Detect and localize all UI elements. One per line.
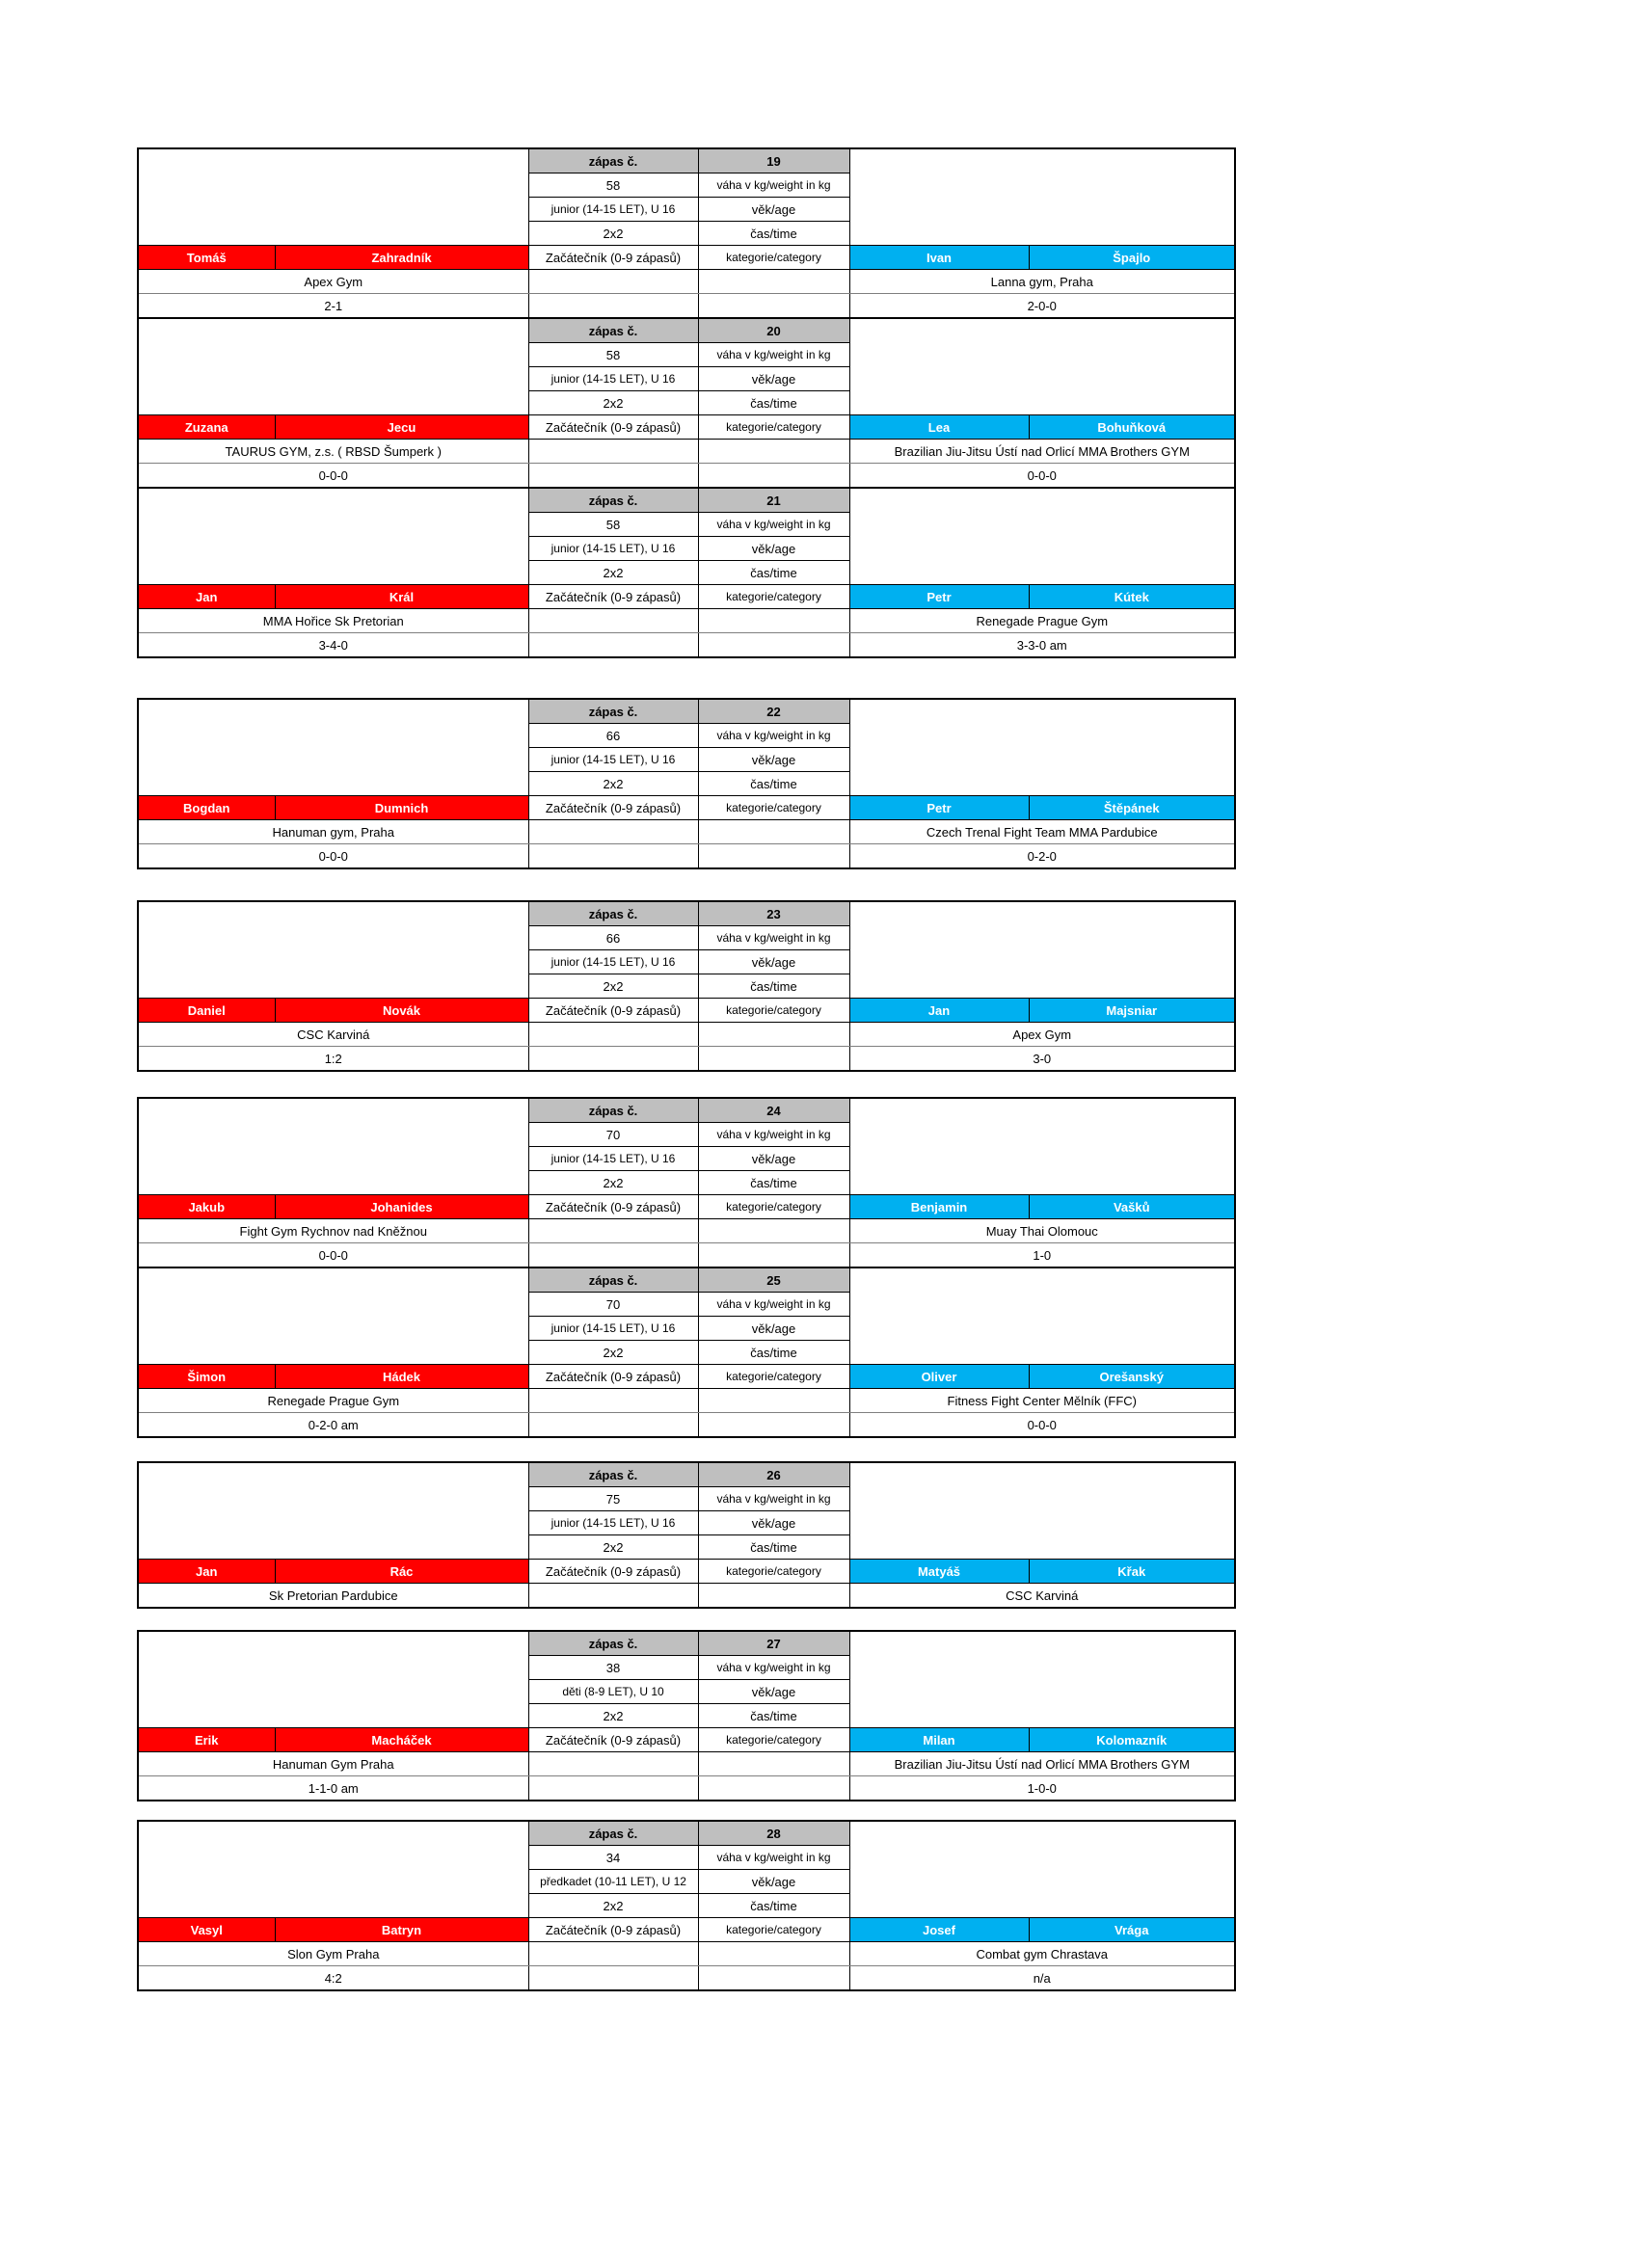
category-value: Začátečník (0-9 zápasů) bbox=[528, 999, 698, 1023]
red-fighter-first-name: Jan bbox=[138, 1560, 275, 1584]
blue-fighter-record: n/a bbox=[1033, 1970, 1051, 1986]
match-number-value: 20 bbox=[698, 318, 849, 343]
red-fighter-last-name: Jecu bbox=[275, 415, 528, 440]
blue-fighter-last-name: Orešanský bbox=[1029, 1365, 1235, 1389]
match-number-row bbox=[138, 148, 1235, 173]
center-empty-cell bbox=[698, 844, 849, 869]
age-label: věk/age bbox=[698, 198, 849, 222]
weight-label: váha v kg/weight in kg bbox=[698, 1293, 849, 1317]
blue-fighter-last-name: Křak bbox=[1029, 1560, 1235, 1584]
record-row bbox=[138, 1413, 1235, 1438]
red-fighter-record: 0-0-0 bbox=[318, 467, 348, 483]
blue-fighter-last-name: Vašků bbox=[1029, 1195, 1235, 1219]
blue-fighter-last-name: Vrága bbox=[1029, 1918, 1235, 1942]
red-fighter-record: 0-0-0 bbox=[318, 848, 348, 864]
center-empty-cell bbox=[698, 1584, 849, 1609]
red-fighter-first-name: Daniel bbox=[138, 999, 275, 1023]
weight-value: 58 bbox=[528, 343, 698, 367]
age-value: junior (14-15 LET), U 16 bbox=[528, 1147, 698, 1171]
blue-corner-empty-area bbox=[849, 901, 1235, 999]
red-corner-empty-area bbox=[138, 488, 528, 585]
time-value: 2x2 bbox=[528, 1894, 698, 1918]
match-number-label: zápas č. bbox=[528, 901, 698, 926]
match-number-value: 24 bbox=[698, 1098, 849, 1123]
weight-value: 70 bbox=[528, 1123, 698, 1147]
match-block bbox=[137, 1267, 1236, 1438]
weight-label: váha v kg/weight in kg bbox=[698, 1123, 849, 1147]
blue-fighter-gym: CSC Karviná bbox=[1006, 1588, 1079, 1603]
center-empty-cell bbox=[528, 1966, 698, 1991]
gym-row bbox=[138, 270, 1235, 294]
blue-fighter-gym: Renegade Prague Gym bbox=[849, 609, 1235, 633]
match-number-row bbox=[138, 318, 1235, 343]
match-block bbox=[137, 1097, 1236, 1268]
red-fighter-last-name: Rác bbox=[275, 1560, 528, 1584]
center-empty-cell bbox=[698, 1023, 849, 1047]
age-value: junior (14-15 LET), U 16 bbox=[528, 748, 698, 772]
time-label: čas/time bbox=[698, 1894, 849, 1918]
match-group bbox=[137, 1820, 1234, 1991]
age-label: věk/age bbox=[698, 1317, 849, 1341]
blue-fighter-gym: Brazilian Jiu-Jitsu Ústí nad Orlicí MMA Brothers GYM bbox=[849, 440, 1235, 464]
category-value: Začátečník (0-9 zápasů) bbox=[528, 1728, 698, 1752]
red-fighter-first-name: Jakub bbox=[138, 1195, 275, 1219]
weight-label: váha v kg/weight in kg bbox=[698, 724, 849, 748]
center-empty-cell bbox=[698, 1243, 849, 1268]
gym-row bbox=[138, 1942, 1235, 1966]
time-value: 2x2 bbox=[528, 1535, 698, 1560]
red-fighter-gym: Apex Gym bbox=[138, 270, 528, 294]
red-fighter-last-name: Dumnich bbox=[275, 796, 528, 820]
record-row bbox=[138, 1047, 1235, 1072]
match-number-value: 19 bbox=[698, 148, 849, 173]
gym-row bbox=[138, 1584, 1235, 1609]
age-label: věk/age bbox=[698, 748, 849, 772]
red-fighter-record: 4:2 bbox=[324, 1970, 342, 1986]
age-value: děti (8-9 LET), U 10 bbox=[528, 1680, 698, 1704]
blue-corner-empty-area bbox=[849, 1267, 1235, 1365]
red-fighter-gym: Sk Pretorian Pardubice bbox=[268, 1588, 398, 1603]
match-number-row bbox=[138, 1267, 1235, 1293]
blue-fighter-last-name: Špajlo bbox=[1029, 246, 1235, 270]
blue-fighter-first-name: Milan bbox=[849, 1728, 1029, 1752]
blue-corner-empty-area bbox=[849, 1821, 1235, 1918]
category-value: Začátečník (0-9 zápasů) bbox=[528, 1365, 698, 1389]
fighter-names-row bbox=[138, 585, 1235, 609]
blue-fighter-record: 3-0 bbox=[1033, 1051, 1052, 1066]
gym-row bbox=[138, 609, 1235, 633]
red-fighter-first-name: Erik bbox=[138, 1728, 275, 1752]
center-empty-cell bbox=[528, 1584, 698, 1609]
match-number-value: 23 bbox=[698, 901, 849, 926]
red-corner-empty-area bbox=[138, 318, 528, 415]
center-empty-cell bbox=[528, 609, 698, 633]
fighter-names-row bbox=[138, 1560, 1235, 1584]
center-empty-cell bbox=[698, 270, 849, 294]
category-label: kategorie/category bbox=[698, 1195, 849, 1219]
red-fighter-record: 1:2 bbox=[324, 1051, 342, 1066]
red-fighter-last-name: Macháček bbox=[275, 1728, 528, 1752]
blue-fighter-first-name: Ivan bbox=[849, 246, 1029, 270]
blue-fighter-last-name: Bohuňková bbox=[1029, 415, 1235, 440]
red-fighter-gym: Fight Gym Rychnov nad Kněžnou bbox=[138, 1219, 528, 1243]
match-number-value: 26 bbox=[698, 1462, 849, 1487]
red-fighter-first-name: Zuzana bbox=[138, 415, 275, 440]
time-value: 2x2 bbox=[528, 391, 698, 415]
match-group bbox=[137, 698, 1234, 869]
match-number-row bbox=[138, 1098, 1235, 1123]
match-block bbox=[137, 698, 1236, 869]
age-value: junior (14-15 LET), U 16 bbox=[528, 198, 698, 222]
blue-fighter-first-name: Petr bbox=[849, 585, 1029, 609]
center-empty-cell bbox=[698, 633, 849, 658]
gym-row bbox=[138, 820, 1235, 844]
age-label: věk/age bbox=[698, 367, 849, 391]
red-fighter-gym: Hanuman gym, Praha bbox=[138, 820, 528, 844]
record-row bbox=[138, 1966, 1235, 1991]
red-fighter-gym: CSC Karviná bbox=[138, 1023, 528, 1047]
fighter-names-row bbox=[138, 999, 1235, 1023]
blue-fighter-record: 0-2-0 bbox=[1027, 848, 1057, 864]
match-number-value: 27 bbox=[698, 1631, 849, 1656]
category-label: kategorie/category bbox=[698, 1560, 849, 1584]
blue-fighter-gym: Lanna gym, Praha bbox=[849, 270, 1235, 294]
match-group bbox=[137, 1097, 1234, 1438]
center-empty-cell bbox=[698, 1752, 849, 1776]
red-fighter-last-name: Zahradník bbox=[275, 246, 528, 270]
center-empty-cell bbox=[698, 1966, 849, 1991]
blue-fighter-gym: Apex Gym bbox=[849, 1023, 1235, 1047]
red-fighter-gym: Renegade Prague Gym bbox=[138, 1389, 528, 1413]
category-value: Začátečník (0-9 zápasů) bbox=[528, 1560, 698, 1584]
center-empty-cell bbox=[528, 1219, 698, 1243]
age-value: junior (14-15 LET), U 16 bbox=[528, 1511, 698, 1535]
record-row bbox=[138, 633, 1235, 658]
center-empty-cell bbox=[528, 1047, 698, 1072]
blue-fighter-last-name: Kolomazník bbox=[1029, 1728, 1235, 1752]
red-fighter-record: 1-1-0 am bbox=[308, 1780, 359, 1796]
match-number-label: zápas č. bbox=[528, 1462, 698, 1487]
fighter-names-row bbox=[138, 1918, 1235, 1942]
time-label: čas/time bbox=[698, 1171, 849, 1195]
red-fighter-first-name: Vasyl bbox=[138, 1918, 275, 1942]
blue-fighter-record: 2-0-0 bbox=[1027, 298, 1057, 313]
red-fighter-record: 0-2-0 am bbox=[308, 1417, 359, 1432]
weight-value: 34 bbox=[528, 1846, 698, 1870]
time-label: čas/time bbox=[698, 391, 849, 415]
center-empty-cell bbox=[698, 1413, 849, 1438]
blue-fighter-first-name: Petr bbox=[849, 796, 1029, 820]
blue-fighter-first-name: Benjamin bbox=[849, 1195, 1029, 1219]
red-fighter-first-name: Šimon bbox=[138, 1365, 275, 1389]
red-corner-empty-area bbox=[138, 148, 528, 246]
match-number-row bbox=[138, 488, 1235, 513]
time-label: čas/time bbox=[698, 772, 849, 796]
center-empty-cell bbox=[698, 294, 849, 319]
blue-fighter-last-name: Kútek bbox=[1029, 585, 1235, 609]
red-fighter-last-name: Hádek bbox=[275, 1365, 528, 1389]
match-number-label: zápas č. bbox=[528, 1821, 698, 1846]
record-row bbox=[138, 464, 1235, 489]
red-fighter-last-name: Batryn bbox=[275, 1918, 528, 1942]
red-fighter-gym: MMA Hořice Sk Pretorian bbox=[138, 609, 528, 633]
match-number-value: 22 bbox=[698, 699, 849, 724]
blue-corner-empty-area bbox=[849, 699, 1235, 796]
red-fighter-record: 3-4-0 bbox=[318, 637, 348, 653]
category-label: kategorie/category bbox=[698, 1365, 849, 1389]
center-empty-cell bbox=[698, 1389, 849, 1413]
match-number-row bbox=[138, 1462, 1235, 1487]
weight-value: 66 bbox=[528, 724, 698, 748]
blue-corner-empty-area bbox=[849, 1631, 1235, 1728]
time-value: 2x2 bbox=[528, 561, 698, 585]
red-fighter-first-name: Jan bbox=[138, 585, 275, 609]
match-number-row bbox=[138, 1821, 1235, 1846]
match-group bbox=[137, 147, 1234, 658]
category-label: kategorie/category bbox=[698, 246, 849, 270]
weight-value: 58 bbox=[528, 513, 698, 537]
center-empty-cell bbox=[698, 440, 849, 464]
age-label: věk/age bbox=[698, 1680, 849, 1704]
red-fighter-first-name: Tomáš bbox=[138, 246, 275, 270]
blue-fighter-first-name: Lea bbox=[849, 415, 1029, 440]
category-value: Začátečník (0-9 zápasů) bbox=[528, 246, 698, 270]
center-empty-cell bbox=[528, 294, 698, 319]
match-number-row bbox=[138, 699, 1235, 724]
category-label: kategorie/category bbox=[698, 796, 849, 820]
weight-label: váha v kg/weight in kg bbox=[698, 1487, 849, 1511]
age-label: věk/age bbox=[698, 537, 849, 561]
age-value: junior (14-15 LET), U 16 bbox=[528, 1317, 698, 1341]
blue-fighter-record: 1-0 bbox=[1033, 1247, 1052, 1263]
red-fighter-gym: Hanuman Gym Praha bbox=[138, 1752, 528, 1776]
time-label: čas/time bbox=[698, 974, 849, 999]
match-block bbox=[137, 487, 1236, 658]
center-empty-cell bbox=[698, 1942, 849, 1966]
blue-fighter-record: 0-0-0 bbox=[1027, 1417, 1057, 1432]
match-number-value: 28 bbox=[698, 1821, 849, 1846]
red-fighter-last-name: Novák bbox=[275, 999, 528, 1023]
category-value: Začátečník (0-9 zápasů) bbox=[528, 1918, 698, 1942]
age-value: junior (14-15 LET), U 16 bbox=[528, 950, 698, 974]
red-corner-empty-area bbox=[138, 1098, 528, 1195]
category-value: Začátečník (0-9 zápasů) bbox=[528, 415, 698, 440]
fighter-names-row bbox=[138, 246, 1235, 270]
red-corner-empty-area bbox=[138, 699, 528, 796]
blue-corner-empty-area bbox=[849, 1462, 1235, 1560]
center-empty-cell bbox=[698, 464, 849, 489]
category-value: Začátečník (0-9 zápasů) bbox=[528, 1195, 698, 1219]
blue-fighter-last-name: Majsniar bbox=[1029, 999, 1235, 1023]
weight-value: 66 bbox=[528, 926, 698, 950]
blue-fighter-first-name: Matyáš bbox=[849, 1560, 1029, 1584]
age-value: junior (14-15 LET), U 16 bbox=[528, 537, 698, 561]
age-value: předkadet (10-11 LET), U 12 bbox=[528, 1870, 698, 1894]
match-block bbox=[137, 1820, 1236, 1991]
fighter-names-row bbox=[138, 1195, 1235, 1219]
match-number-label: zápas č. bbox=[528, 699, 698, 724]
match-number-row bbox=[138, 901, 1235, 926]
center-empty-cell bbox=[528, 844, 698, 869]
weight-label: váha v kg/weight in kg bbox=[698, 1656, 849, 1680]
center-empty-cell bbox=[698, 820, 849, 844]
blue-fighter-gym: Muay Thai Olomouc bbox=[849, 1219, 1235, 1243]
match-block bbox=[137, 1461, 1236, 1609]
match-block bbox=[137, 900, 1236, 1072]
age-value: junior (14-15 LET), U 16 bbox=[528, 367, 698, 391]
fighter-names-row bbox=[138, 1365, 1235, 1389]
blue-fighter-gym: Brazilian Jiu-Jitsu Ústí nad Orlicí MMA Brothers GYM bbox=[849, 1752, 1235, 1776]
age-label: věk/age bbox=[698, 1147, 849, 1171]
time-value: 2x2 bbox=[528, 974, 698, 999]
center-empty-cell bbox=[528, 1776, 698, 1801]
gym-row bbox=[138, 1389, 1235, 1413]
time-label: čas/time bbox=[698, 561, 849, 585]
age-label: věk/age bbox=[698, 950, 849, 974]
weight-value: 70 bbox=[528, 1293, 698, 1317]
weight-label: váha v kg/weight in kg bbox=[698, 343, 849, 367]
blue-corner-empty-area bbox=[849, 318, 1235, 415]
blue-fighter-record: 3-3-0 am bbox=[1016, 637, 1067, 653]
fighter-names-row bbox=[138, 1728, 1235, 1752]
blue-fighter-gym: Czech Trenal Fight Team MMA Pardubice bbox=[849, 820, 1235, 844]
match-block bbox=[137, 1630, 1236, 1801]
record-row bbox=[138, 1243, 1235, 1268]
fight-card-sheet bbox=[0, 147, 1638, 2268]
center-empty-cell bbox=[528, 464, 698, 489]
match-number-value: 21 bbox=[698, 488, 849, 513]
center-empty-cell bbox=[528, 440, 698, 464]
gym-row bbox=[138, 1023, 1235, 1047]
match-block bbox=[137, 317, 1236, 489]
category-value: Začátečník (0-9 zápasů) bbox=[528, 796, 698, 820]
match-number-label: zápas č. bbox=[528, 1267, 698, 1293]
red-fighter-first-name: Bogdan bbox=[138, 796, 275, 820]
blue-corner-empty-area bbox=[849, 148, 1235, 246]
match-number-label: zápas č. bbox=[528, 488, 698, 513]
match-block bbox=[137, 147, 1236, 319]
category-label: kategorie/category bbox=[698, 1728, 849, 1752]
time-value: 2x2 bbox=[528, 1704, 698, 1728]
category-label: kategorie/category bbox=[698, 415, 849, 440]
center-empty-cell bbox=[528, 1023, 698, 1047]
match-number-label: zápas č. bbox=[528, 148, 698, 173]
age-label: věk/age bbox=[698, 1870, 849, 1894]
category-label: kategorie/category bbox=[698, 1918, 849, 1942]
red-fighter-record: 2-1 bbox=[324, 298, 343, 313]
center-empty-cell bbox=[528, 1942, 698, 1966]
center-empty-cell bbox=[698, 1776, 849, 1801]
blue-fighter-last-name: Štěpánek bbox=[1029, 796, 1235, 820]
center-empty-cell bbox=[528, 270, 698, 294]
category-value: Začátečník (0-9 zápasů) bbox=[528, 585, 698, 609]
weight-label: váha v kg/weight in kg bbox=[698, 173, 849, 198]
blue-fighter-record: 1-0-0 bbox=[1027, 1780, 1057, 1796]
red-corner-empty-area bbox=[138, 901, 528, 999]
center-empty-cell bbox=[698, 1047, 849, 1072]
category-label: kategorie/category bbox=[698, 585, 849, 609]
record-row bbox=[138, 844, 1235, 869]
time-value: 2x2 bbox=[528, 222, 698, 246]
weight-value: 38 bbox=[528, 1656, 698, 1680]
weight-label: váha v kg/weight in kg bbox=[698, 926, 849, 950]
blue-fighter-gym: Combat gym Chrastava bbox=[849, 1942, 1235, 1966]
match-number-label: zápas č. bbox=[528, 318, 698, 343]
gym-row bbox=[138, 1752, 1235, 1776]
blue-corner-empty-area bbox=[849, 488, 1235, 585]
record-row bbox=[138, 294, 1235, 319]
time-label: čas/time bbox=[698, 222, 849, 246]
red-fighter-gym: Slon Gym Praha bbox=[138, 1942, 528, 1966]
center-empty-cell bbox=[528, 820, 698, 844]
match-number-value: 25 bbox=[698, 1267, 849, 1293]
red-fighter-gym: TAURUS GYM, z.s. ( RBSD Šumperk ) bbox=[138, 440, 528, 464]
red-corner-empty-area bbox=[138, 1267, 528, 1365]
match-group bbox=[137, 1461, 1234, 1609]
category-label: kategorie/category bbox=[698, 999, 849, 1023]
time-value: 2x2 bbox=[528, 1171, 698, 1195]
blue-corner-empty-area bbox=[849, 1098, 1235, 1195]
blue-fighter-gym: Fitness Fight Center Mělník (FFC) bbox=[849, 1389, 1235, 1413]
center-empty-cell bbox=[528, 1243, 698, 1268]
red-fighter-last-name: Král bbox=[275, 585, 528, 609]
weight-label: váha v kg/weight in kg bbox=[698, 513, 849, 537]
fighter-names-row bbox=[138, 415, 1235, 440]
center-empty-cell bbox=[698, 609, 849, 633]
center-empty-cell bbox=[528, 633, 698, 658]
match-number-label: zápas č. bbox=[528, 1098, 698, 1123]
center-empty-cell bbox=[528, 1752, 698, 1776]
age-label: věk/age bbox=[698, 1511, 849, 1535]
fighter-names-row bbox=[138, 796, 1235, 820]
gym-row bbox=[138, 1219, 1235, 1243]
red-fighter-record: 0-0-0 bbox=[318, 1247, 348, 1263]
match-number-label: zápas č. bbox=[528, 1631, 698, 1656]
blue-fighter-first-name: Jan bbox=[849, 999, 1029, 1023]
blue-fighter-first-name: Oliver bbox=[849, 1365, 1029, 1389]
weight-value: 75 bbox=[528, 1487, 698, 1511]
time-value: 2x2 bbox=[528, 1341, 698, 1365]
match-group bbox=[137, 900, 1234, 1072]
match-group bbox=[137, 1630, 1234, 1801]
red-corner-empty-area bbox=[138, 1631, 528, 1728]
time-label: čas/time bbox=[698, 1535, 849, 1560]
center-empty-cell bbox=[528, 1413, 698, 1438]
gym-row bbox=[138, 440, 1235, 464]
center-empty-cell bbox=[698, 1219, 849, 1243]
red-corner-empty-area bbox=[138, 1821, 528, 1918]
match-number-row bbox=[138, 1631, 1235, 1656]
time-label: čas/time bbox=[698, 1341, 849, 1365]
blue-fighter-record: 0-0-0 bbox=[1027, 467, 1057, 483]
center-empty-cell bbox=[528, 1389, 698, 1413]
weight-value: 58 bbox=[528, 173, 698, 198]
red-fighter-last-name: Johanides bbox=[275, 1195, 528, 1219]
time-value: 2x2 bbox=[528, 772, 698, 796]
red-corner-empty-area bbox=[138, 1462, 528, 1560]
weight-label: váha v kg/weight in kg bbox=[698, 1846, 849, 1870]
time-label: čas/time bbox=[698, 1704, 849, 1728]
blue-fighter-first-name: Josef bbox=[849, 1918, 1029, 1942]
record-row bbox=[138, 1776, 1235, 1801]
